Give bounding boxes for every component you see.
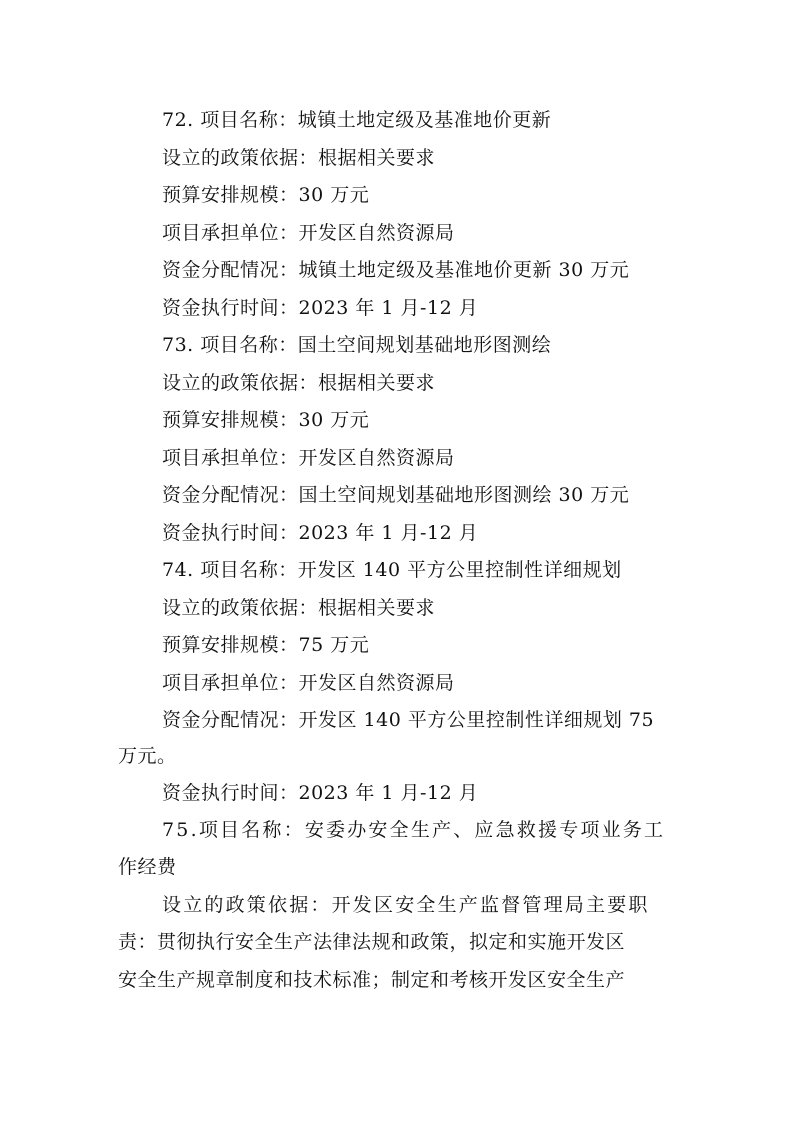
item-72-execution-time: 资金执行时间：2023 年 1 月-12 月	[162, 297, 479, 319]
item-72-undertaker: 项目承担单位：开发区自然资源局	[162, 222, 455, 244]
item-75-title-cont: 作经费	[118, 856, 177, 878]
item-73-undertaker: 项目承担单位：开发区自然资源局	[162, 447, 455, 469]
item-73-execution-time: 资金执行时间：2023 年 1 月-12 月	[162, 522, 479, 544]
item-74-allocation-cont: 万元。	[118, 745, 177, 767]
item-75-policy-basis: 设立的政策依据：开发区安全生产监督管理局主要职	[162, 894, 650, 916]
item-74-budget: 预算安排规模：75 万元	[162, 634, 370, 656]
item-74-undertaker: 项目承担单位：开发区自然资源局	[162, 672, 455, 694]
item-73-policy-basis: 设立的政策依据：根据相关要求	[162, 372, 436, 394]
item-72-allocation: 资金分配情况：城镇土地定级及基准地价更新 30 万元	[162, 259, 630, 281]
item-72-policy-basis: 设立的政策依据：根据相关要求	[162, 147, 436, 169]
item-73-title: 73. 项目名称：国土空间规划基础地形图测绘	[162, 334, 552, 356]
item-74-title: 74. 项目名称：开发区 140 平方公里控制性详细规划	[162, 559, 622, 581]
item-74-allocation: 资金分配情况：开发区 140 平方公里控制性详细规划 75	[162, 709, 655, 731]
item-74-policy-basis: 设立的政策依据：根据相关要求	[162, 597, 436, 619]
item-72-budget: 预算安排规模：30 万元	[162, 184, 370, 206]
item-75-policy-line-2: 责：贯彻执行安全生产法律法规和政策，拟定和实施开发区	[118, 931, 626, 953]
item-73-budget: 预算安排规模：30 万元	[162, 409, 370, 431]
item-72-title: 72. 项目名称：城镇土地定级及基准地价更新	[162, 109, 552, 131]
item-75-policy-line-3: 安全生产规章制度和技术标准；制定和考核开发区安全生产	[118, 969, 626, 991]
item-75-title: 75.项目名称：安委办安全生产、应急救援专项业务工	[162, 819, 666, 841]
item-74-execution-time: 资金执行时间：2023 年 1 月-12 月	[162, 782, 479, 804]
item-73-allocation: 资金分配情况：国土空间规划基础地形图测绘 30 万元	[162, 484, 630, 506]
